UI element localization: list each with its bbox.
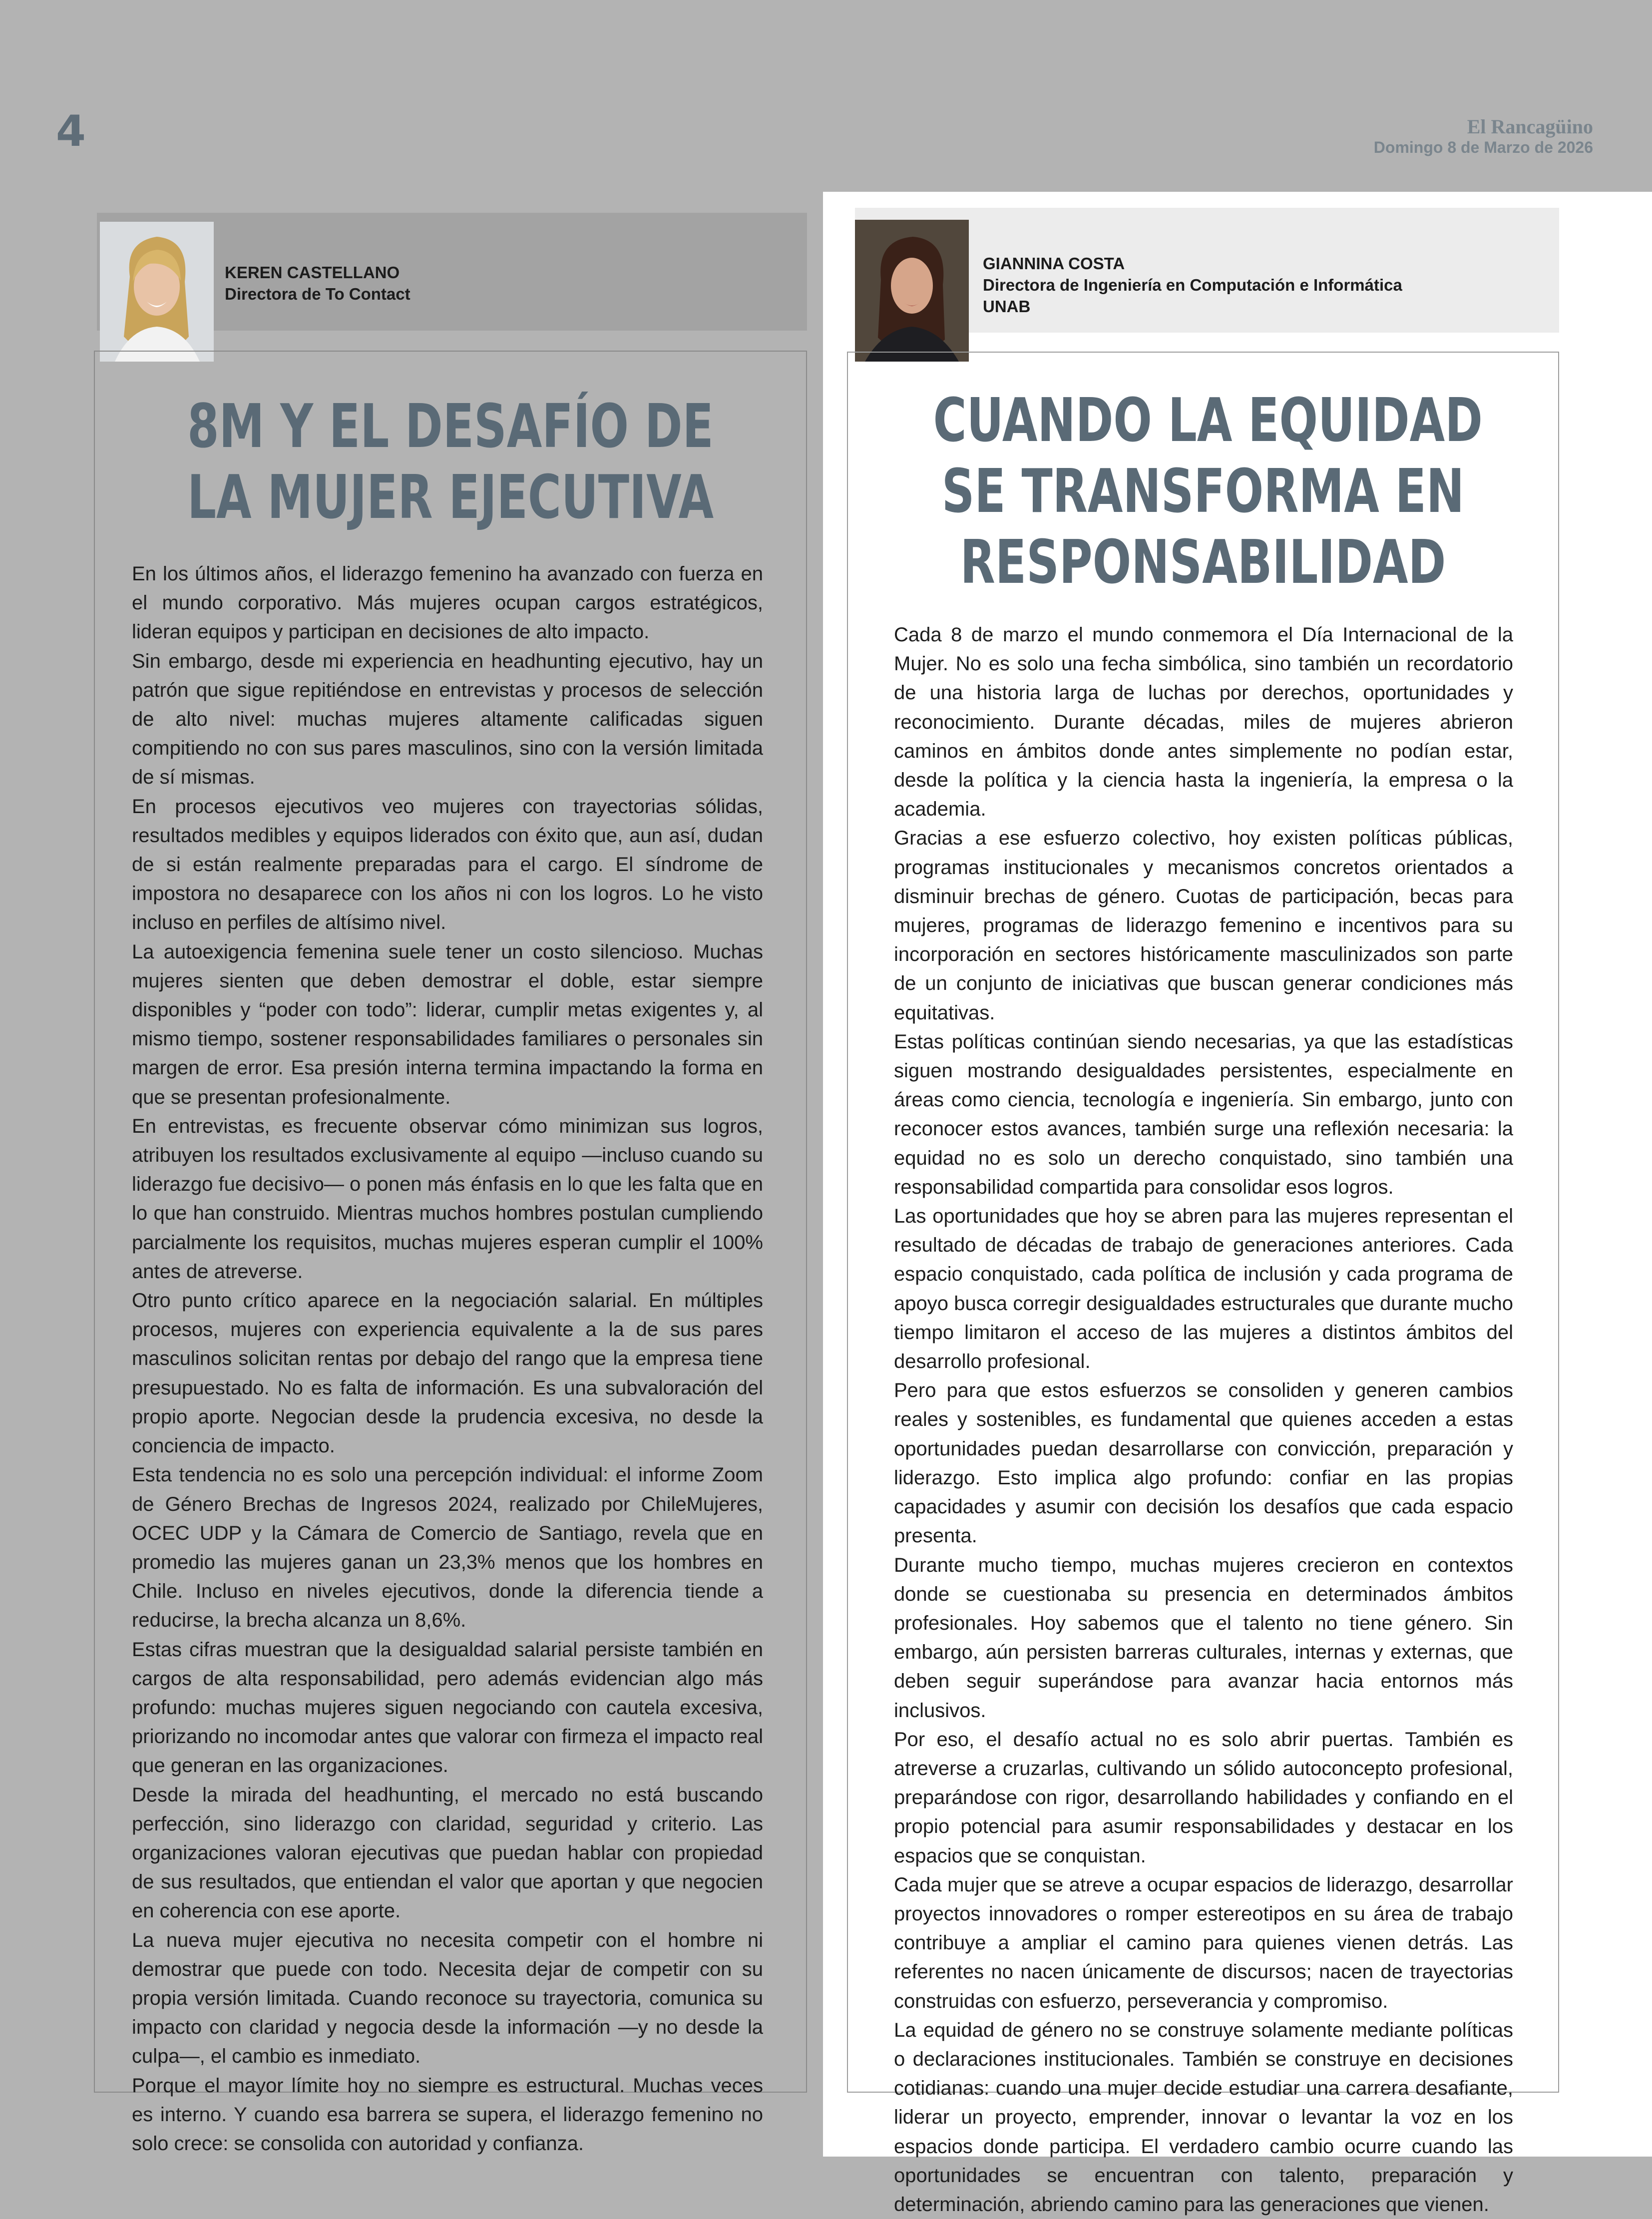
left-article-body [132,559,763,2158]
author-photo-keren [100,222,214,362]
paragraph: Por eso, el desafío actual no es solo abrir puertas. También es atreverse a cruzarlas, cultivando un sólido autoconcepto profesional, preparándose con rigor, desarrollando habilidades y confiando en el propio potencial para asumir responsabilidades y destacar en los espacios que se conquistan. [894,1728,1513,1867]
paragraph: La autoexigencia femenina suele tener un costo silencioso. Muchas mujeres sienten que deben demostrar el doble, estar siempre disponibles y “poder con todo”: liderar, cumplir metas exigentes y, al mismo tiempo, sostener responsabilidades familiares o personales sin margen de error. Esa presión interna termina impactando la forma en que se presentan profesionalmente. [132,940,763,1108]
paragraph: Sin embargo, desde mi experiencia en headhunting ejecutivo, hay un patrón que sigue repitiéndose en entrevistas y procesos de selección de alto nivel: muchas mujeres altamente calificadas siguen compitiendo no con sus pares masculinos, sino con la versión limitada de sí mismas. [132,650,763,789]
right-article-title [848,386,1558,598]
right-author-header [855,208,1559,333]
right-article [847,352,1559,2216]
right-article-body [894,620,1513,2219]
right-author-org: UNAB [983,297,1031,316]
paragraph: Cada 8 de marzo el mundo conmemora el Día Internacional de la Mujer. No es solo una fecha simbólica, sino también un recordatorio de una historia larga de luchas por derechos, oportunidades y reconocimiento. Durante décadas, miles de mujeres abrieron caminos en ámbitos donde antes simplemente no podían estar, desde la política y la ciencia hasta la ingeniería, la empresa o la academia. [894,624,1513,821]
paragraph: En los últimos años, el liderazgo femenino ha avanzado con fuerza en el mundo corporativo. Más mujeres ocupan cargos estratégicos, lideran equipos y participan en decisiones de alto impacto. [132,563,763,643]
right-title-line: CUANDO LA EQUIDAD [933,386,1483,455]
paragraph: La equidad de género no se construye solamente mediante políticas o declaraciones institucionales. También se construye en decisiones cotidianas: cuando una mujer decide estudiar una carrera desafiante, liderar un proyecto, emprender, innovar o levantar la voz en los espacios donde participa. El verdadero cambio ocurre cuando las oportunidades se encuentran con talento, preparación y determinación, abriendo camino para las generaciones que vienen. [894,2019,1513,2216]
paragraph: Esta tendencia no es solo una percepción individual: el informe Zoom de Género Brechas de Ingresos 2024, realizado por ChileMujeres, OCEC UDP y la Cámara de Comercio de Santiago, revela que en promedio las mujeres ganan un 23,3% menos que los hombres en Chile. Incluso en niveles ejecutivos, donde la diferencia tiende a reducirse, la brecha alcanza un 8,6%. [132,1464,763,1632]
paragraph: En procesos ejecutivos veo mujeres con trayectorias sólidas, resultados medibles y equipos liderados con éxito que, aun así, dudan de si están realmente preparadas para el cargo. El síndrome de impostora no desaparece con los años ni con los logros. Lo he visto incluso en perfiles de altísimo nivel. [132,795,763,934]
left-author-header [97,213,807,331]
masthead [1374,116,1593,157]
right-author-name: GIANNINA COSTA [983,254,1125,273]
paragraph: Durante mucho tiempo, muchas mujeres crecieron en contextos donde se cuestionaba su presencia en determinados ámbitos profesionales. Hoy sabemos que el talento no tiene género. Sin embargo, aún persisten barreras culturales, internas y externas, que deben seguir superándose para avanzar hacia entornos más inclusivos. [894,1554,1513,1722]
paragraph: Gracias a ese esfuerzo colectivo, hoy existen políticas públicas, programas institucionales y mecanismos concretos orientados a disminuir brechas de género. Cuotas de participación, becas para mujeres, programas de liderazgo femenino e incentivos para su incorporación en sectores históricamente masculinizados son parte de un conjunto de iniciativas que buscan generar condiciones más equitativas. [894,827,1513,1024]
paragraph: Cada mujer que se atreve a ocupar espacios de liderazgo, desarrollar proyectos innovadores o romper estereotipos en su área de trabajo contribuye a ampliar el camino para quienes vienen detrás. Las referentes no nacen únicamente de discursos; nacen de trayectorias construidas con esfuerzo, perseverancia y compromiso. [894,1873,1513,2012]
paragraph: Porque el mayor límite hoy no siempre es estructural. Muchas veces es interno. Y cuando esa barrera se supera, el liderazgo femenino no solo crece: se consolida con autoridad y confianza. [132,2074,763,2155]
left-author-role: Directora de To Contact [225,285,411,303]
newspaper-name: El Rancagüino [1467,115,1593,138]
left-title-line: LA MUJER EJECUTIVA [187,463,714,532]
paragraph: La nueva mujer ejecutiva no necesita competir con el hombre ni demostrar que puede con todo. Necesita dejar de competir con su propia versión limitada. Cuando reconoce su trayectoria, comunica su impacto con claridad y negocia desde la información —y no desde la culpa—, el cambio es inmediato. [132,1929,763,2068]
left-author-text [225,262,411,305]
right-author-text [983,253,1402,317]
author-photo-giannina [855,220,969,362]
paragraph: Estas políticas continúan siendo necesarias, ya que las estadísticas siguen mostrando desigualdades persistentes, especialmente en áreas como ciencia, tecnología e ingeniería. Sin embargo, junto con reconocer estos avances, también surge una reflexión necesaria: la equidad no es solo un derecho conquistado, sino también una responsabilidad compartida para consolidar esos logros. [894,1030,1513,1198]
paragraph: Otro punto crítico aparece en la negociación salarial. En múltiples procesos, mujeres con experiencia equivalente a la de sus pares masculinos solicitan rentas por debajo del rango que la empresa tiene presupuestado. No es falta de información. Es una subvaloración del propio aporte. Negocian desde la prudencia excesiva, no desde la conciencia de impacto. [132,1290,763,1457]
right-title-line: SE TRANSFORMA EN [941,457,1465,526]
left-article [94,351,807,2155]
paragraph: En entrevistas, es frecuente observar cómo minimizan sus logros, atribuyen los resultados exclusivamente al equipo —incluso cuando su liderazgo fue decisivo— o ponen más énfasis en lo que les falta que en lo que han construido. Mientras muchos hombres postulan cumpliendo parcialmente los requisitos, muchas mujeres esperan cumplir el 100% antes de atreverse. [132,1115,763,1283]
issue-date: Domingo 8 de Marzo de 2026 [1373,138,1593,156]
left-author-name: KEREN CASTELLANO [225,263,400,282]
paragraph: Desde la mirada del headhunting, el mercado no está buscando perfección, sino liderazgo con claridad, seguridad y criterio. Las organizaciones valoran ejecutivas que puedan hablar con propiedad de sus resultados, que entiendan el valor que aportan y que negocien en coherencia con ese aporte. [132,1783,763,1922]
left-title-line: 8M Y EL DESAFÍO DE [187,392,714,461]
page-number: 4 [56,106,86,156]
right-author-role: Directora de Ingeniería en Computación e Informática [983,276,1402,294]
paragraph: Las oportunidades que hoy se abren para las mujeres representan el resultado de décadas de trabajo de generaciones anteriores. Cada espacio conquistado, cada política de inclusión y cada programa de apoyo busca corregir desigualdades estructurales que durante mucho tiempo limitaron el acceso de las mujeres a distintos ámbitos del desarrollo profesional. [894,1205,1513,1373]
paragraph: Estas cifras muestran que la desigualdad salarial persiste también en cargos de alta responsabilidad, pero además evidencian algo más profundo: muchas mujeres siguen negociando con cautela excesiva, priorizando no incomodar antes que valorar con firmeza el impacto real que generan en las organizaciones. [132,1638,763,1777]
right-title-line: RESPONSABILIDAD [960,528,1446,597]
paragraph: Pero para que estos esfuerzos se consoliden y generen cambios reales y sostenibles, es fundamental que quienes acceden a estas oportunidades puedan desarrollarse con convicción, preparación y liderazgo. Esto implica algo profundo: confiar en las propias capacidades y asumir con decisión los desafíos que cada espacio presenta. [894,1379,1513,1547]
left-article-title [95,392,806,533]
